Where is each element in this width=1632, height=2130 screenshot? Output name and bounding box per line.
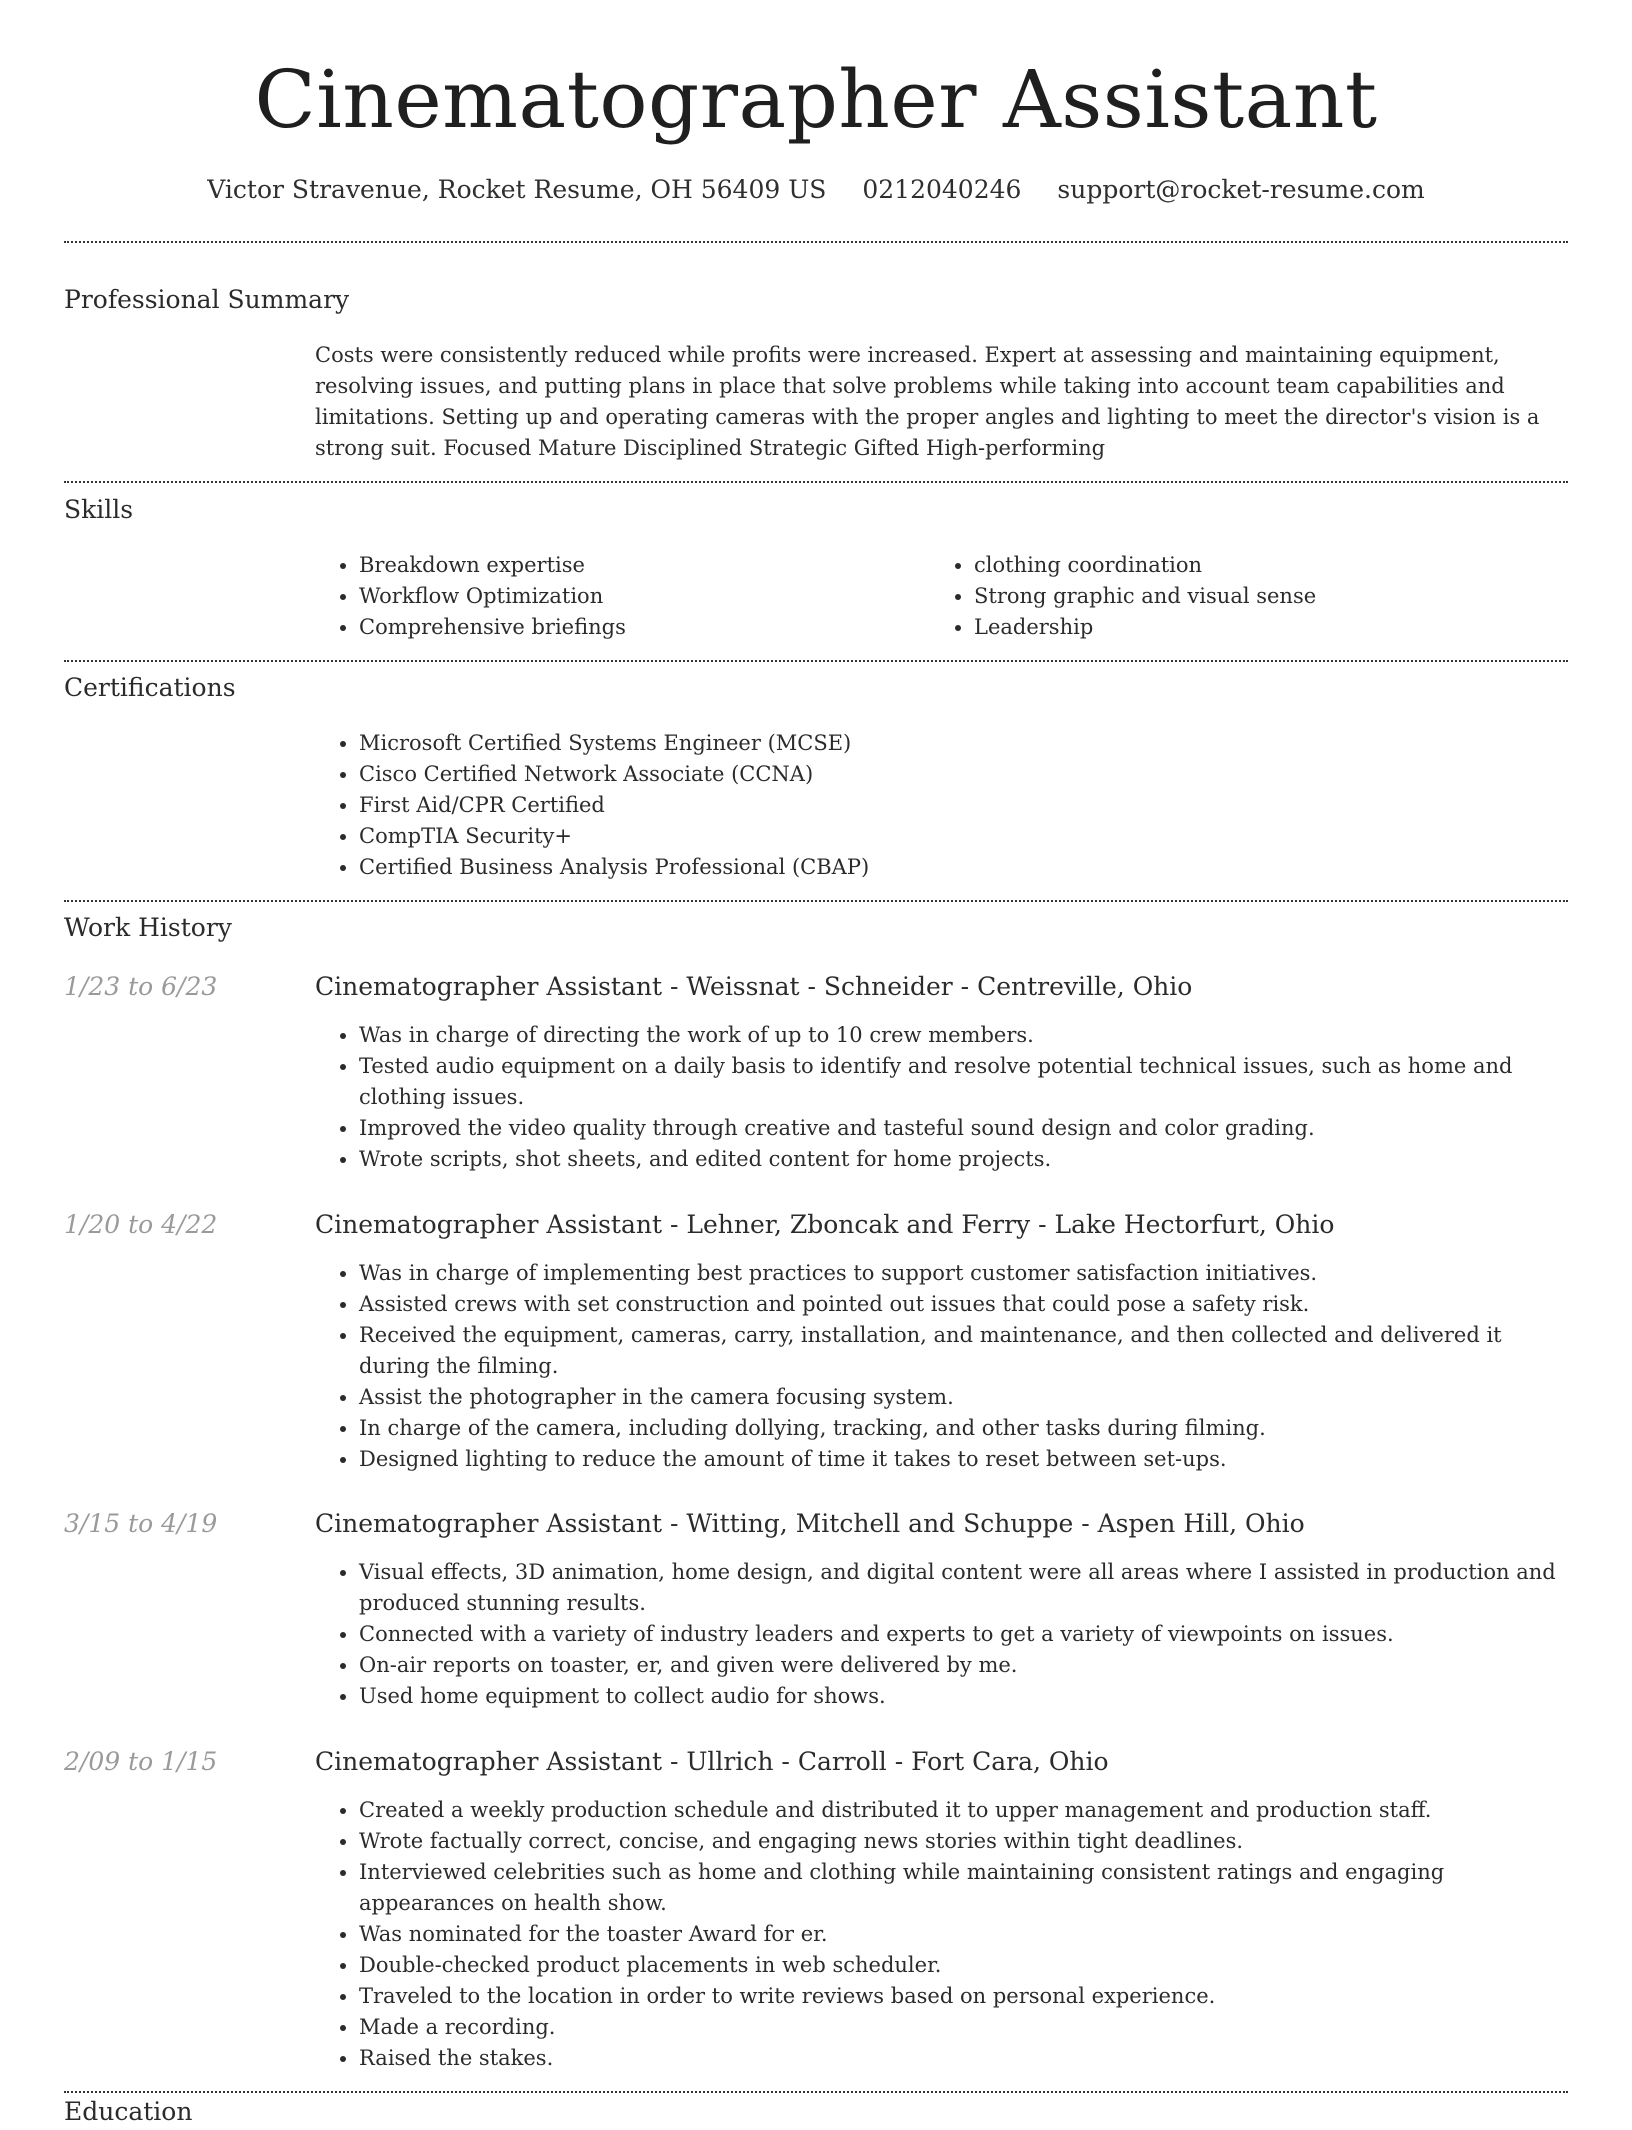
job-bullet: • Connected with a variety of industry leaders and experts to get a variety of viewpoints on issues. [359,1619,1568,1650]
job-bullet: • Was nominated for the toaster Award for er. [359,1919,1568,1950]
job-title: Cinematographer Assistant - Lehner, Zboncak and Ferry - Lake Hectorfurt, Ohio [315,1210,1335,1239]
certification-item: • CompTIA Security+ [359,821,1568,852]
contact-line [64,170,1568,210]
job-title: Cinematographer Assistant - Witting, Mitchell and Schuppe - Aspen Hill, Ohio [315,1509,1305,1538]
job-bullet: • Wrote factually correct, concise, and engaging news stories within tight deadlines. [359,1826,1568,1857]
job-dates: 1/23 to 6/23 [64,972,218,1001]
skill-item: • Comprehensive briefings [359,612,929,643]
job-dates: 1/20 to 4/22 [64,1210,218,1239]
resume-page [64,0,1568,2126]
job-bullet: • Raised the stakes. [359,2043,1568,2074]
certification-item: • First Aid/CPR Certified [359,790,1568,821]
skills-heading: Skills [64,495,134,524]
section-divider [64,900,1568,902]
job-bullet: • Wrote scripts, shot sheets, and edited content for home projects. [359,1144,1568,1175]
job-bullet: • Was in charge of directing the work of up to 10 crew members. [359,1020,1568,1051]
work-history-heading: Work History [64,913,232,942]
job-bullet: • Visual effects, 3D animation, home design, and digital content were all areas where I assisted in production and produced stunning results. [359,1557,1568,1619]
skills-list-left [315,550,929,643]
certifications-list [315,728,1568,883]
section-divider [64,241,1568,243]
job-bullet: • Created a weekly production schedule and distributed it to upper management and production staff. [359,1795,1568,1826]
job-bullet: • Used home equipment to collect audio for shows. [359,1681,1568,1712]
job-dates: 2/09 to 1/15 [64,1747,218,1776]
skill-item: • Workflow Optimization [359,581,929,612]
contact-email: support@rocket-resume.com [1057,175,1425,204]
job-bullets [315,1258,1568,1475]
job-title: Cinematographer Assistant - Weissnat - Schneider - Centreville, Ohio [315,972,1193,1001]
skill-item: • Leadership [974,612,1574,643]
job-bullet: • Assist the photographer in the camera focusing system. [359,1382,1568,1413]
job-bullet: • Made a recording. [359,2012,1568,2043]
job-bullet: • Interviewed celebrities such as home and clothing while maintaining consistent ratings and engaging appearances on health show. [359,1857,1568,1919]
job-bullet: • On-air reports on toaster, er, and given were delivered by me. [359,1650,1568,1681]
job-bullet: • Designed lighting to reduce the amount of time it takes to reset between set-ups. [359,1444,1568,1475]
job-bullets [315,1020,1568,1175]
skill-item: • Strong graphic and visual sense [974,581,1574,612]
skills-list-right [930,550,1574,643]
section-divider [64,2091,1568,2093]
job-dates: 3/15 to 4/19 [64,1509,218,1538]
resume-name: Cinematographer Assistant [254,53,1378,146]
job-bullet: • Was in charge of implementing best practices to support customer satisfaction initiatives. [359,1258,1568,1289]
job-bullet: • In charge of the camera, including dollying, tracking, and other tasks during filming. [359,1413,1568,1444]
certification-item: • Cisco Certified Network Associate (CCNA) [359,759,1568,790]
education-heading: Education [64,2097,193,2126]
skill-item: • clothing coordination [974,550,1574,581]
job-bullet: • Tested audio equipment on a daily basis to identify and resolve potential technical issues, such as home and clothing issues. [359,1051,1568,1113]
summary-text: Costs were consistently reduced while profits were increased. Expert at assessing and maintaining equipment, resolving issues, and putting plans in place that solve problems while taking into account team capabilities and limitations. Setting up and operating cameras with the proper angles and lighting to meet the director's vision is a strong suit. Focused Mature Disciplined Strategic Gifted High-performing [315,343,1540,460]
section-divider [64,660,1568,662]
job-bullet: • Improved the video quality through creative and tasteful sound design and color grading. [359,1113,1568,1144]
summary-heading: Professional Summary [64,285,350,314]
skill-item: • Breakdown expertise [359,550,929,581]
job-bullets [315,1557,1568,1712]
section-divider [64,481,1568,483]
job-bullet: • Received the equipment, cameras, carry, installation, and maintenance, and then collected and delivered it during the filming. [359,1320,1568,1382]
job-title: Cinematographer Assistant - Ullrich - Carroll - Fort Cara, Ohio [315,1747,1109,1776]
contact-phone: 0212040246 [862,175,1022,204]
job-bullet: • Assisted crews with set construction and pointed out issues that could pose a safety risk. [359,1289,1568,1320]
job-bullet: • Double-checked product placements in web scheduler. [359,1950,1568,1981]
job-bullets [315,1795,1568,2074]
certification-item: • Microsoft Certified Systems Engineer (MCSE) [359,728,1568,759]
certification-item: • Certified Business Analysis Professional (CBAP) [359,852,1568,883]
job-bullet: • Traveled to the location in order to write reviews based on personal experience. [359,1981,1568,2012]
contact-address: Victor Stravenue, Rocket Resume, OH 56409 US [207,175,827,204]
certifications-heading: Certifications [64,673,236,702]
